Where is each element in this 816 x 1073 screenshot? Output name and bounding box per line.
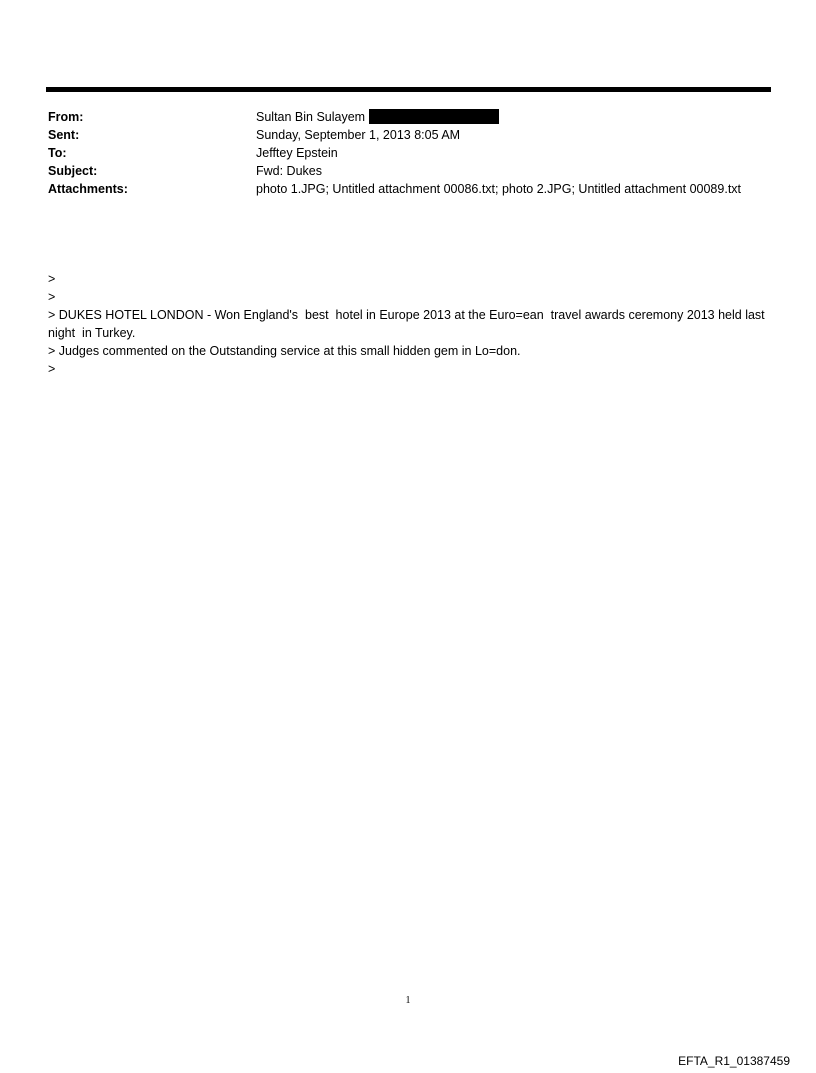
to-label: To:: [48, 146, 67, 160]
body-line: >: [48, 362, 56, 376]
body-line: >: [48, 272, 56, 286]
sent-value: Sunday, September 1, 2013 8:05 AM: [256, 128, 461, 142]
sent-row: [48, 126, 768, 144]
page-number: 1: [405, 995, 411, 1006]
from-label: From:: [48, 110, 84, 124]
sender-name: Sultan Bin Sulayem: [256, 110, 366, 124]
subject-label: Subject:: [48, 164, 98, 178]
from-row: [48, 108, 768, 126]
attachments-value: photo 1.JPG; Untitled attachment 00086.txt; photo 2.JPG; Untitled attachment 00089.txt: [256, 182, 742, 196]
to-value: Jefftey Epstein: [256, 146, 338, 160]
subject-value: Fwd: Dukes: [256, 164, 322, 178]
document-id: EFTA_R1_01387459: [678, 1054, 790, 1068]
redaction-box: [369, 109, 499, 124]
body-line: >: [48, 290, 56, 304]
attachments-row: [48, 180, 768, 198]
body-line: > Judges commented on the Outstanding service at this small hidden gem in Lo=don.: [48, 344, 521, 358]
from-value: [256, 108, 756, 126]
to-row: [48, 144, 768, 162]
subject-row: [48, 162, 768, 180]
email-body: [48, 270, 768, 378]
attachments-label: Attachments:: [48, 182, 128, 196]
sent-label: Sent:: [48, 128, 80, 142]
body-line: > DUKES HOTEL LONDON - Won England's best hotel in Europe 2013 at the Euro=ean travel awards ceremony 2013 held last night in Turkey.: [48, 308, 769, 340]
email-header: [48, 108, 768, 198]
header-divider: [46, 87, 771, 92]
